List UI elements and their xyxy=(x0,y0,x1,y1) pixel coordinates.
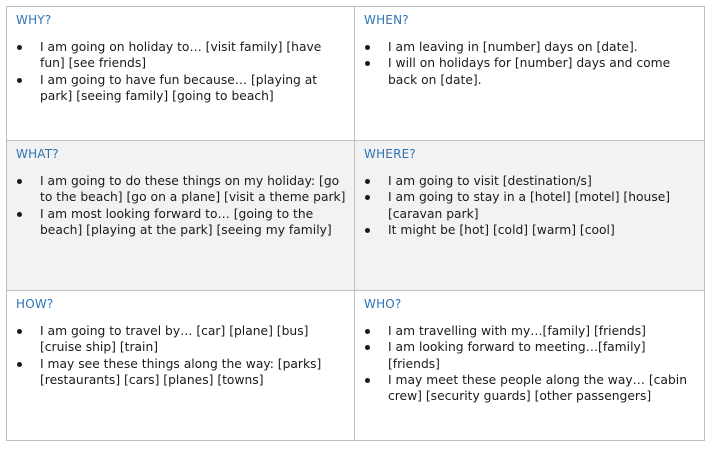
list-item: It might be [hot] [cold] [warm] [cool] xyxy=(364,222,698,238)
where-heading: WHERE? xyxy=(364,147,416,161)
list-item: I will on holidays for [number] days and come back on [date]. xyxy=(364,55,698,88)
why-list xyxy=(16,39,348,104)
how-list xyxy=(16,323,348,388)
who-list xyxy=(364,323,698,404)
where-cell xyxy=(355,141,704,291)
who-cell xyxy=(355,291,704,440)
list-item: I am going to travel by… [car] [plane] [bus] [cruise ship] [train] xyxy=(16,323,348,356)
why-heading: WHY? xyxy=(16,13,52,27)
list-item: I am going to stay in a [hotel] [motel] [house] [caravan park] xyxy=(364,189,698,222)
list-item: I am leaving in [number] days on [date]. xyxy=(364,39,698,55)
list-item: I am going to do these things on my holiday: [go to the beach] [go on a plane] [visit a theme park] xyxy=(16,173,348,206)
list-item: I am most looking forward to… [going to the beach] [playing at the park] [seeing my family] xyxy=(16,206,348,239)
what-heading: WHAT? xyxy=(16,147,59,161)
what-cell xyxy=(7,141,355,291)
list-item: I am travelling with my…[family] [friends] xyxy=(364,323,698,339)
list-item: I am going to visit [destination/s] xyxy=(364,173,698,189)
when-heading: WHEN? xyxy=(364,13,409,27)
list-item: I may see these things along the way: [parks] [restaurants] [cars] [planes] [towns] xyxy=(16,356,348,389)
list-item: I may meet these people along the way… [cabin crew] [security guards] [other passengers] xyxy=(364,372,698,405)
what-list xyxy=(16,173,348,238)
list-item: I am looking forward to meeting…[family] [friends] xyxy=(364,339,698,372)
when-list xyxy=(364,39,698,88)
holiday-planning-table xyxy=(6,6,705,441)
how-cell xyxy=(7,291,355,440)
how-heading: HOW? xyxy=(16,297,54,311)
when-cell xyxy=(355,7,704,141)
who-heading: WHO? xyxy=(364,297,402,311)
list-item: I am going to have fun because… [playing at park] [seeing family] [going to beach] xyxy=(16,72,348,105)
list-item: I am going on holiday to… [visit family] [have fun] [see friends] xyxy=(16,39,348,72)
where-list xyxy=(364,173,698,238)
why-cell xyxy=(7,7,355,141)
